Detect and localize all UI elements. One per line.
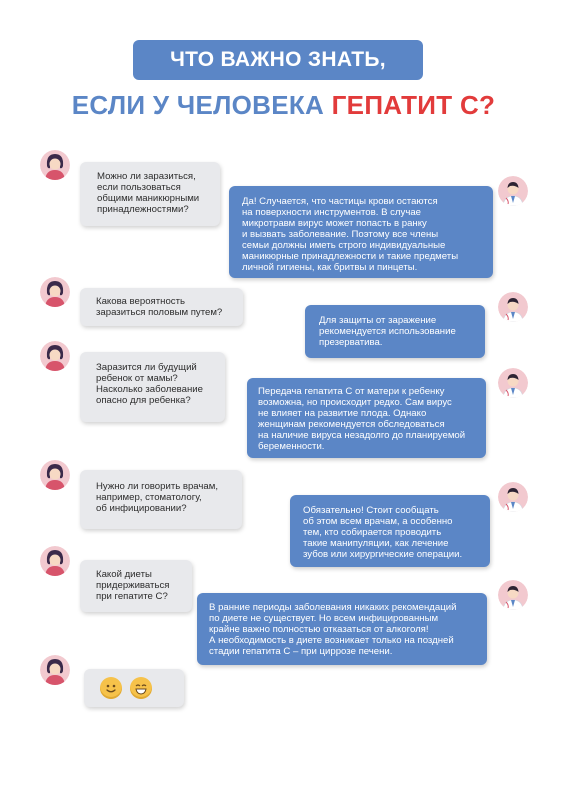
- patient-avatar: [40, 341, 70, 371]
- message-text: Можно ли заразиться, если пользоваться общими маникюрными принадлежностями?: [97, 171, 200, 215]
- message-doctor-4: [290, 495, 490, 567]
- patient-avatar: [40, 460, 70, 490]
- message-text: Обязательно! Стоит сообщать об этом всем врачам, а особенно тем, кто собирается проводить такие манипуляции, как лечение зубов или хирургические операции.: [303, 505, 463, 560]
- message-text: Передача гепатита С от матери к ребенку возможна, но происходит редко. Сам вирус не влияет на развитие плода. Однако женщинам рекомендуется обследоваться на наличие вируса незадолго до планируемой беременности.: [258, 386, 466, 452]
- message-text: Да! Случается, что частицы крови остаются на поверхности инструментов. В случае микротравм вирус может попасть в ранку и вызвать заболевание. Поэтому все члены семьи должны иметь строго индивидуальные маникюрные принадлежности и такие предметы личной гигиены, как бритвы и пинцеты.: [242, 196, 459, 273]
- title-line-1: ЧТО ВАЖНО ЗНАТЬ,: [170, 48, 386, 71]
- message-doctor-3: [247, 378, 486, 458]
- title-line-2-accent: ГЕПАТИТ С?: [331, 90, 496, 120]
- message-patient-5: [80, 560, 192, 612]
- patient-avatar: [40, 150, 70, 180]
- message-patient-2: [80, 288, 243, 326]
- patient-avatar: [40, 277, 70, 307]
- message-text: Какова вероятность заразиться половым путем?: [96, 296, 223, 318]
- title-line-2-prefix: ЕСЛИ У ЧЕЛОВЕКА: [71, 90, 332, 120]
- message-text: Для защиты от заражение рекомендуется использование презерватива.: [319, 315, 456, 348]
- doctor-avatar: [498, 292, 528, 322]
- message-text: Какой диеты придерживаться при гепатите С?: [96, 569, 170, 602]
- patient-avatar: [40, 655, 70, 685]
- message-patient-6-emoji: [84, 669, 184, 707]
- grinning-face-icon: [130, 677, 152, 699]
- message-doctor-2: [305, 305, 485, 358]
- doctor-avatar: [498, 482, 528, 512]
- message-text: В ранние периоды заболевания никаких рекомендаций по диете не существует. Но всем инфицированным крайне важно полностью отказаться от алкоголя! А необходимость в диете возникает только на поздней стадии гепатита С – при циррозе печени.: [209, 602, 457, 657]
- title-line-2: [0, 90, 567, 121]
- message-patient-3: [80, 352, 225, 422]
- smiling-face-icon: [100, 677, 122, 699]
- patient-avatar: [40, 546, 70, 576]
- doctor-avatar: [498, 176, 528, 206]
- message-doctor-1: [229, 186, 493, 278]
- message-patient-4: [80, 470, 242, 529]
- message-text: Нужно ли говорить врачам, например, стоматологу, об инфицировании?: [96, 481, 219, 514]
- doctor-avatar: [498, 580, 528, 610]
- message-doctor-5: [197, 593, 487, 665]
- title-banner: [133, 40, 423, 80]
- message-text: Заразится ли будущий ребенок от мамы? Насколько заболевание опасно для ребенка?: [96, 362, 203, 406]
- message-patient-1: [80, 162, 220, 226]
- doctor-avatar: [498, 368, 528, 398]
